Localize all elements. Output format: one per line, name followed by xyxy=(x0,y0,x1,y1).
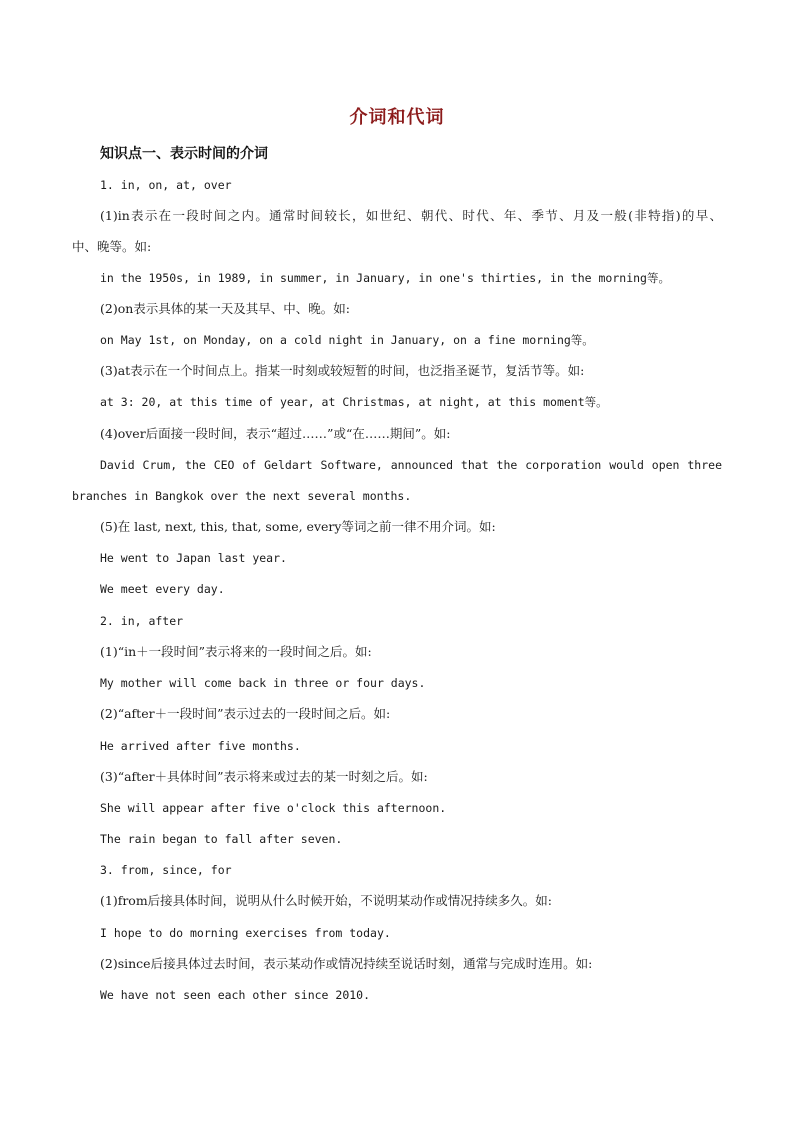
subsection-heading-2: 2. in, after xyxy=(100,614,184,628)
example-line: in the 1950s, in 1989, in summer, in January, in one's thirties, in the morning等。 xyxy=(100,271,670,285)
example-line: branches in Bangkok over the next several months. xyxy=(72,489,412,503)
example-line: David Crum, the CEO of Geldart Software, announced that the corporation would open three xyxy=(100,458,722,472)
paragraph-line: (3)“after＋具体时间”表示将来或过去的某一时刻之后。如: xyxy=(100,769,428,784)
paragraph-line: (2)“after＋一段时间”表示过去的一段时间之后。如: xyxy=(100,706,391,721)
paragraph-line: (1)from后接具体时间，说明从什么时候开始，不说明某动作或情况持续多久。如: xyxy=(100,893,552,908)
page-title: 介词和代词 xyxy=(349,107,445,128)
paragraph-line: (3)at表示在一个时间点上。指某一时刻或较短暂的时间，也泛指圣诞节，复活节等。如: xyxy=(100,363,585,378)
section-heading: 知识点一、表示时间的介词 xyxy=(100,146,268,162)
paragraph-line: (4)over后面接一段时间，表示“超过……”或“在……期间”。如: xyxy=(100,426,451,441)
example-line: He went to Japan last year. xyxy=(100,551,287,565)
example-line: My mother will come back in three or four days. xyxy=(100,676,426,690)
paragraph-line: (1)in表示在一段时间之内。通常时间较长，如世纪、朝代、时代、年、季节、月及一般(非特指)的早、 xyxy=(100,208,722,223)
subsection-heading-1: 1. in, on, at, over xyxy=(100,178,232,192)
example-line: He arrived after five months. xyxy=(100,739,301,753)
example-line: I hope to do morning exercises from today. xyxy=(100,926,391,940)
example-line: She will appear after five o'clock this afternoon. xyxy=(100,801,447,815)
example-line: on May 1st, on Monday, on a cold night in January, on a fine morning等。 xyxy=(100,333,594,347)
example-line: We have not seen each other since 2010. xyxy=(100,988,371,1002)
subsection-heading-3: 3. from, since, for xyxy=(100,863,232,877)
example-line: The rain began to fall after seven. xyxy=(100,832,343,846)
paragraph-line: (2)since后接具体过去时间，表示某动作或情况持续至说话时刻，通常与完成时连用。如: xyxy=(100,956,593,971)
paragraph-line: (1)“in＋一段时间”表示将来的一段时间之后。如: xyxy=(100,644,372,659)
example-line: We meet every day. xyxy=(100,582,225,596)
paragraph-line: (5)在 last, next, this, that, some, every等词之前一律不用介词。如: xyxy=(100,519,496,534)
example-line: at 3: 20, at this time of year, at Christmas, at night, at this moment等。 xyxy=(100,395,608,409)
paragraph-line: 中、晚等。如: xyxy=(72,239,152,254)
paragraph-line: (2)on表示具体的某一天及其早、中、晚。如: xyxy=(100,301,350,316)
